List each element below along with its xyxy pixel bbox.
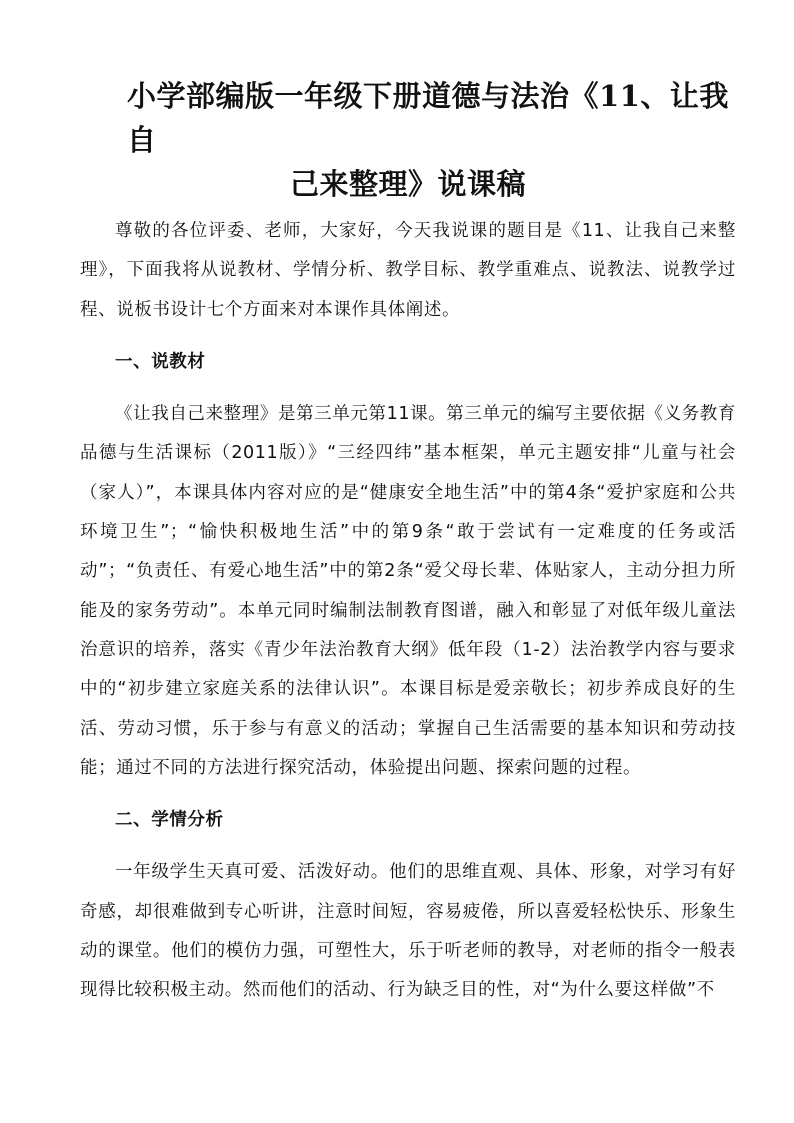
textbook-paragraph: 《让我自己来整理》是第三单元第11课。第三单元的编写主要依据《义务教育品德与生活课标（2011版）》“三经四纬”基本框架，单元主题安排“儿童与社会（家人）”，本课具体内容对应的是“健康安全地生活”中的第4条“爱护家庭和公共环境卫生”；“愉快积极地生活”中的第9条“敢于尝试有一定难度的任务或活动”；“负责任、有爱心地生活”中的第2条“爱父母长辈、体贴家人，主动分担力所能及的家务劳动”。本单元同时编制法制教育图谱，融入和彰显了对低年级儿童法治意识的培养，落实《青少年法治教育大纲》低年段（1-2）法治教学内容与要求中的“初步建立家庭关系的法律认识”。本课目标是爱亲敬长；初步养成良好的生活、劳动习惯，乐于参与有意义的活动；掌握自己生活需要的基本知识和劳动技能；通过不同的方法进行探究活动，体验提出问题、探索问题的过程。 <box>80 404 736 778</box>
document-title <box>127 74 747 206</box>
title-line-2: 己来整理》说课稿 <box>290 167 527 201</box>
section-heading-textbook: 一、说教材 <box>115 351 206 372</box>
section-heading-learner-analysis: 二、学情分析 <box>115 810 224 831</box>
learner-analysis-paragraph: 一年级学生天真可爱、活泼好动。他们的思维直观、具体、形象，对学习有好奇感，却很难做到专心听讲，注意时间短，容易疲倦，所以喜爱轻松快乐、形象生动的课堂。他们的模仿力强，可塑性大，乐于听老师的教导，对老师的指令一般表现得比较积极主动。然而他们的活动、行为缺乏目的性，对“为什么要这样做”不 <box>80 862 736 1001</box>
intro-paragraph: 尊敬的各位评委、老师，大家好，今天我说课的题目是《11、让我自己来整理》，下面我将从说教材、学情分析、教学目标、教学重难点、说教法、说教学过程、说板书设计七个方面来对本课作具体阐述。 <box>80 221 736 320</box>
title-line-1: 小学部编版一年级下册道德与法治《11、让我自 <box>127 79 729 157</box>
document-body <box>80 212 736 1024</box>
